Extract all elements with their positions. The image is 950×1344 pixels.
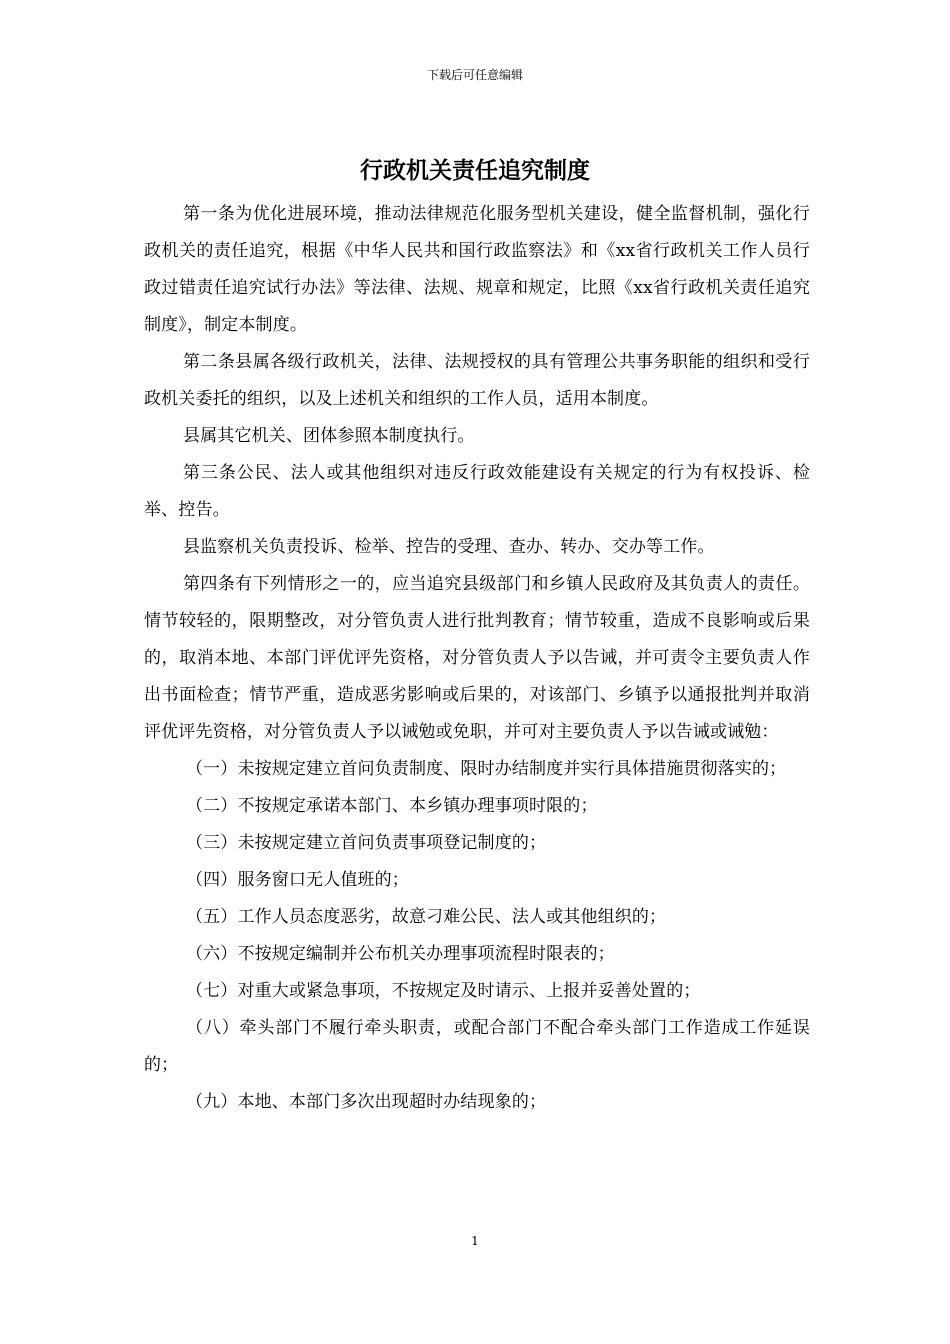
document-title: 行政机关责任追究制度 (360, 157, 590, 184)
article-3-supplement: 县监察机关负责投诉、检举、控告的受理、查办、转办、交办等工作。 (183, 537, 715, 557)
list-item: （六）不按规定编制并公布机关办理事项流程时限表的； (186, 944, 615, 964)
header-note: 下载后可任意编辑 (426, 68, 523, 82)
article-2-paragraph: 第二条县属各级行政机关，法律、法规授权的具有管理公共事务职能的组织和受行政机关委托的组织，以及上述机关和组织的工作人员，适用本制度。 (144, 352, 810, 409)
list-item: （三）未按规定建立首问负责事项登记制度的； (186, 833, 547, 853)
list-item: （八）牵头部门不履行牵头职责，或配合部门不配合牵头部门工作造成工作延误的； (144, 1018, 810, 1075)
article-1-paragraph: 第一条为优化进展环境，推动法律规范化服务型机关建设，健全监督机制，强化行政机关的责任追究，根据《中华人民共和国行政监察法》和《xx省行政机关工作人员行政过错责任追究试行办法》等法律、法规、规章和规定，比照《xx省行政机关责任追究制度》，制定本制度。 (144, 204, 810, 335)
list-item: （七）对重大或紧急事项，不按规定及时请示、上报并妥善处置的； (186, 981, 701, 1001)
article-3-paragraph: 第三条公民、法人或其他组织对违反行政效能建设有关规定的行为有权投诉、检举、控告。 (144, 463, 810, 520)
list-item: （四）服务窗口无人值班的； (186, 870, 409, 890)
list-item: （九）本地、本部门多次出现超时办结现象的； (186, 1092, 547, 1112)
list-item: （一）未按规定建立首问负责制度、限时办结制度并实行具体措施贯彻落实的； (186, 759, 787, 779)
page-number: 1 (471, 1234, 479, 1248)
article-2-supplement: 县属其它机关、团体参照本制度执行。 (183, 426, 475, 446)
document-body (144, 196, 810, 1121)
article-4-paragraph: 第四条有下列情形之一的，应当追究县级部门和乡镇人民政府及其负责人的责任。情节较轻的，限期整改，对分管负责人进行批判教育；情节较重，造成不良影响或后果的，取消本地、本部门评优评先资格，对分管负责人予以告诫，并可责令主要负责人作出书面检查；情节严重，造成恶劣影响或后果的，对该部门、乡镇予以通报批判并取消评优评先资格，对分管负责人予以诫勉或免职，并可对主要负责人予以告诫或诫勉： (144, 574, 810, 742)
list-item: （二）不按规定承诺本部门、本乡镇办理事项时限的； (186, 796, 598, 816)
list-item: （五）工作人员态度恶劣，故意刁难公民、法人或其他组织的； (186, 907, 667, 927)
